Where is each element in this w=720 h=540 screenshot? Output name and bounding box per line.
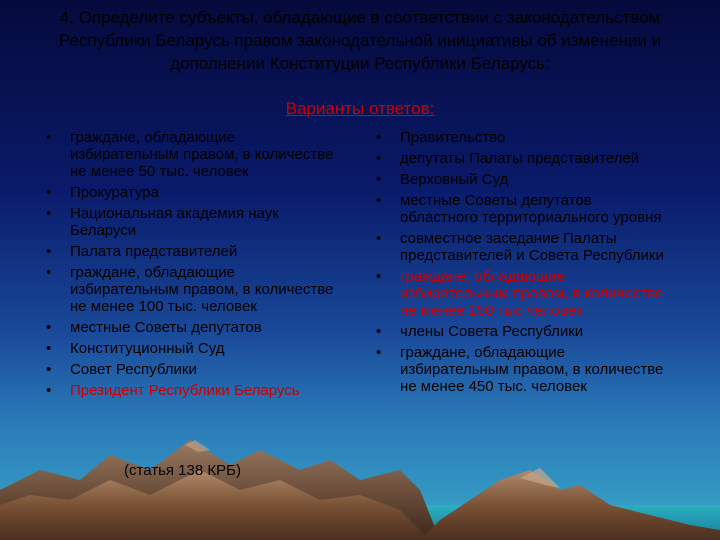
question-title: 4. Определите субъекты, обладающие в соответствии с законодательством Республики Беларусь правом законодательной инициативы об изменении и дополнении Конституции Республики Беларусь: xyxy=(58,8,662,73)
right-options-list xyxy=(374,129,670,399)
answer-options-heading: Варианты ответов: xyxy=(285,99,435,118)
option-item: • Верховный Суд xyxy=(374,171,670,188)
left-options-list xyxy=(44,129,334,403)
option-item: • Правительство xyxy=(374,129,670,146)
option-item-highlighted: • граждане, обладающие избирательным правом, в количестве не менее 150 тыс человек xyxy=(374,268,670,319)
option-item: • граждане, обладающие избирательным правом, в количестве не менее 100 тыс. человек xyxy=(44,264,334,315)
option-item: • Совет Республики xyxy=(44,361,334,378)
option-item-highlighted: • Президент Республики Беларусь xyxy=(44,382,334,399)
option-item: • местные Советы депутатов областного территориального уровня xyxy=(374,192,670,226)
article-reference: (статья 138 КРБ) xyxy=(124,462,241,479)
option-item: • граждане, обладающие избирательным правом, в количестве не менее 50 тыс. человек xyxy=(44,129,334,180)
option-item: • Конституционный Суд xyxy=(44,340,334,357)
option-item: • граждане, обладающие избирательным правом, в количестве не менее 450 тыс. человек xyxy=(374,344,670,395)
option-item: • совместное заседание Палаты представителей и Совета Республики xyxy=(374,230,670,264)
option-item: • Палата представителей xyxy=(44,243,334,260)
option-item: • Прокуратура xyxy=(44,184,334,201)
option-item: • члены Совета Республики xyxy=(374,323,670,340)
option-item: • депутаты Палаты представителей xyxy=(374,150,670,167)
option-item: • местные Советы депутатов xyxy=(44,319,334,336)
option-item: • Национальная академия наук Беларуси xyxy=(44,205,334,239)
